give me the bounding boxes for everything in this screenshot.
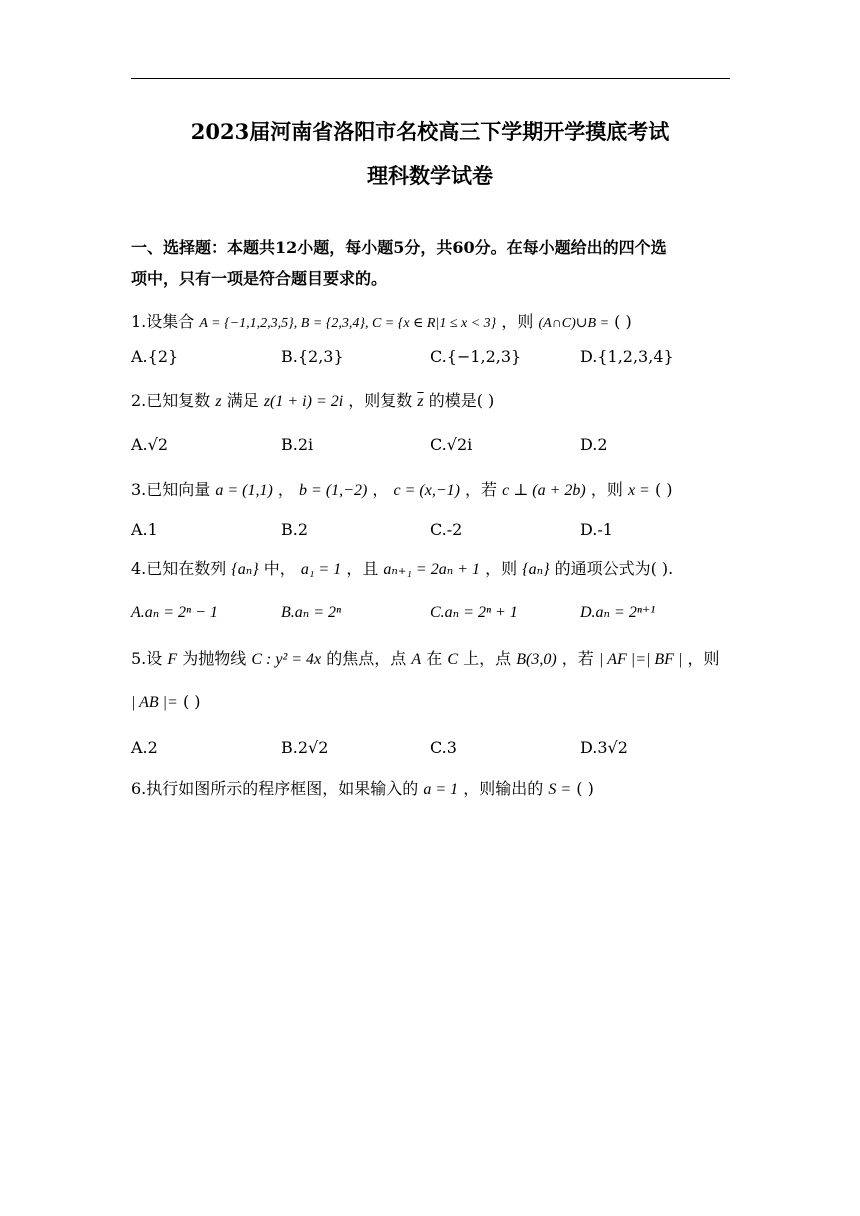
option-3a: A.1 [131,520,158,539]
exam-subtitle: 理科数学试卷 [367,163,493,188]
question-2: 2.已知复数 z 满足 z(1 + i) = 2i ，则复数 $\overline{z}$ 的模是( ) [131,391,495,410]
option-1a: A.{2} [131,347,179,366]
question-5: 5.设 F 为抛物线 C : y² = 4x 的焦点，点 A 在 C 上，点 B(3,0) ，若 | AF |=| BF | ，则 [131,649,720,668]
option-3c: C.-2 [430,520,463,539]
option-2b: B.2i [281,435,314,454]
option-5c: C.3 [430,738,457,757]
option-1b: B.{2,3} [281,347,344,366]
option-3d: D.-1 [580,520,613,539]
header-rule [131,78,730,79]
option-5b: B.2√2 [281,738,329,757]
option-4a: A.aₙ = 2ⁿ − 1 [131,604,218,621]
option-4b: B.aₙ = 2ⁿ [281,604,342,621]
question-5-line2: | AB |= ( ) [131,692,201,711]
option-3b: B.2 [281,520,309,539]
option-4d: D.aₙ = 2ⁿ⁺¹ [580,604,656,621]
option-1c: C.{−1,2,3} [430,347,522,366]
question-1: 1.设集合 A = {−1,1,2,3,5}, B = {2,3,4}, C = {x ∈ R|1 ≤ x < 3} ，则 (A∩C)∪B = ( ) [131,312,632,331]
section-heading-line2: 项中，只有一项是符合题目要求的。 [131,269,388,288]
option-2c: C.√2i [430,435,473,454]
option-2d: D.2 [580,435,608,454]
exam-title: 2023届河南省洛阳市名校高三下学期开学摸底考试 [190,119,670,144]
option-4c: C.aₙ = 2ⁿ + 1 [430,604,518,621]
question-3: 3.已知向量 a = (1,1) ， b = (1,−2) ， c = (x,−1) ，若 c ⊥ (a + 2b) ，则 x = ( ) [131,480,673,499]
option-2a: A.√2 [131,435,169,454]
section-heading-line1: 一、选择题：本题共12小题，每小题5分，共60分。在每小题给出的四个选 [131,238,667,257]
question-6: 6.执行如图所示的程序框图，如果输入的 a = 1 ，则输出的 S = ( ) [131,779,594,798]
option-1d: D.{1,2,3,4} [580,347,674,366]
option-5a: A.2 [131,738,158,757]
question-4: 4.已知在数列 {aₙ} 中， a₁ = 1 ，且 aₙ₊₁ = 2aₙ + 1 ，则 {aₙ} 的通项公式为( ). [131,559,674,578]
option-5d: D.3√2 [580,738,628,757]
